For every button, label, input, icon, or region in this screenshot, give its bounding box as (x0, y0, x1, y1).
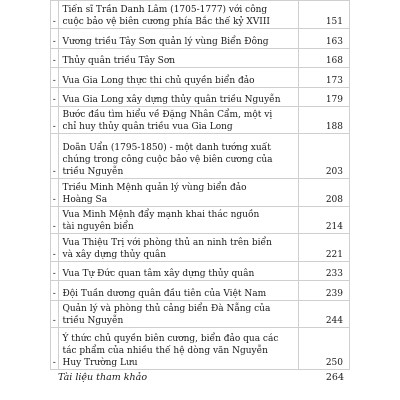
toc-entry-title-line: Doãn Uẩn (1795-1850) - một danh tướng xuất (62, 143, 271, 154)
toc-entry-page-number: 233 (298, 261, 349, 280)
toc-entry-title (58, 1, 298, 29)
toc-entry-bullet: - (51, 179, 59, 207)
toc-entry-title-line: chúng trong công cuộc bảo vệ biên cương của (62, 155, 273, 166)
toc-entry (51, 261, 350, 280)
toc-entry-title-line: Huy Trường Lưu (62, 358, 138, 368)
toc-entry-bullet: - (51, 328, 59, 370)
toc-entry (51, 179, 350, 207)
toc-entry-bullet: - (51, 300, 59, 328)
toc-entry-page-number: 250 (298, 328, 349, 370)
toc-entry-bullet: - (51, 281, 59, 300)
toc-entry-title-line: Tiến sĩ Trần Danh Lâm (1705-1777) với công (62, 4, 268, 15)
toc-entry-bullet: - (51, 87, 59, 106)
toc-entry (51, 300, 350, 328)
toc-entry-title (58, 134, 298, 179)
toc-entry-page-number: 214 (298, 206, 349, 234)
toc-entry-bullet: - (51, 68, 59, 87)
toc-entry-title (58, 261, 298, 280)
toc-entry-bullet: - (51, 48, 59, 67)
toc-entry-page-number: 208 (298, 179, 349, 207)
toc-entry-title-line: tài nguyên biển (62, 222, 134, 233)
toc-entry-page-number: 168 (298, 48, 349, 67)
toc-entry-page-number: 173 (298, 68, 349, 87)
toc-entry-title (58, 300, 298, 328)
toc-entry (51, 48, 350, 67)
toc-entry (51, 1, 350, 29)
toc-entry-title-line: Vua Thiệu Trị với phòng thủ an ninh trên biển (62, 237, 272, 248)
toc-entry-title (58, 48, 298, 67)
toc-entry-title-line: Quản lý và phòng thủ cảng biển Đà Nẵng của (62, 304, 271, 315)
toc-entry-bullet: - (51, 28, 59, 48)
toc-entry (51, 106, 350, 134)
toc-entry-title-line: Vua Minh Mệnh đẩy mạnh khai thác nguồn (62, 210, 260, 221)
toc-entry-title-line: Đội Tuần dương quân đầu tiên của Việt Nam (62, 288, 267, 299)
toc-entry (51, 134, 350, 179)
toc-entry-page-number: 188 (298, 106, 349, 134)
toc-entry-bullet: - (51, 134, 59, 179)
references-label: Tài liệu tham khảo (58, 372, 148, 383)
toc-entry-page-number: 163 (298, 28, 349, 48)
toc-entry (51, 68, 350, 87)
toc-entry-bullet: - (51, 206, 59, 234)
toc-entry-title (58, 328, 298, 370)
toc-entry-title (58, 234, 298, 262)
toc-entry-title-line: triều Nguyễn (62, 167, 124, 178)
toc-entry-title-line: và xây dựng thủy quân (62, 249, 167, 260)
toc-entry-page-number: 221 (298, 234, 349, 262)
references-page-number: 264 (325, 372, 344, 383)
toc-entry-title-line: cuộc bảo vệ biên cương phía Bắc thế kỷ XVIII (62, 16, 270, 27)
toc-entry-bullet: - (51, 261, 59, 280)
toc-entry-title-line: chỉ huy thủy quân triều vua Gia Long (62, 122, 233, 133)
toc-entry-title (58, 179, 298, 207)
toc-entry-title (58, 206, 298, 234)
toc-entry (51, 206, 350, 234)
toc-entry-bullet: - (51, 106, 59, 134)
table-of-contents (50, 0, 350, 370)
toc-entry (51, 87, 350, 106)
toc-entry-title (58, 28, 298, 48)
toc-entry-page-number: 203 (298, 134, 349, 179)
toc-entry-page-number: 239 (298, 281, 349, 300)
toc-entry-title-line: Vua Gia Long xây dựng thủy quân triều Nguyễn (62, 94, 281, 105)
toc-entry-title (58, 68, 298, 87)
toc-entry-page-number: 151 (298, 1, 349, 29)
toc-entry-title-line: Bước đầu tìm hiểu về Đặng Nhân Cẩm, một vị (62, 110, 273, 121)
toc-entry (51, 234, 350, 262)
toc-entry-title (58, 281, 298, 300)
toc-entry-title-line: Ý thức chủ quyền biên cương, biển đảo qua các (62, 334, 279, 344)
toc-entry-title-line: Vương triều Tây Sơn quản lý vùng Biển Đông (62, 36, 269, 47)
toc-entry-title-line: triều Nguyễn (62, 316, 124, 327)
toc-entry-title-line: tác phẩm của nhiều thế hệ dòng văn Nguyễn (62, 346, 268, 356)
toc-body (51, 1, 350, 370)
toc-entry-page-number: 244 (298, 300, 349, 328)
toc-entry-title-line: Hoàng Sa (62, 194, 108, 205)
toc-entry-title-line: Thủy quân triều Tây Sơn (62, 56, 176, 67)
toc-entry (51, 281, 350, 300)
toc-entry-title (58, 87, 298, 106)
references-entry (58, 370, 350, 386)
toc-entry-title-line: Vua Tự Đức quan tâm xây dựng thủy quân (62, 269, 255, 280)
toc-entry-page-number: 179 (298, 87, 349, 106)
toc-entry-bullet: - (51, 1, 59, 29)
toc-entry-title (58, 106, 298, 134)
toc-entry-bullet: - (51, 234, 59, 262)
toc-entry-title-line: Vua Gia Long thực thi chủ quyền biển đảo (62, 75, 255, 86)
toc-entry-title-line: Triều Minh Mệnh quản lý vùng biển đảo (62, 182, 247, 193)
toc-entry (51, 28, 350, 48)
toc-entry (51, 328, 350, 370)
